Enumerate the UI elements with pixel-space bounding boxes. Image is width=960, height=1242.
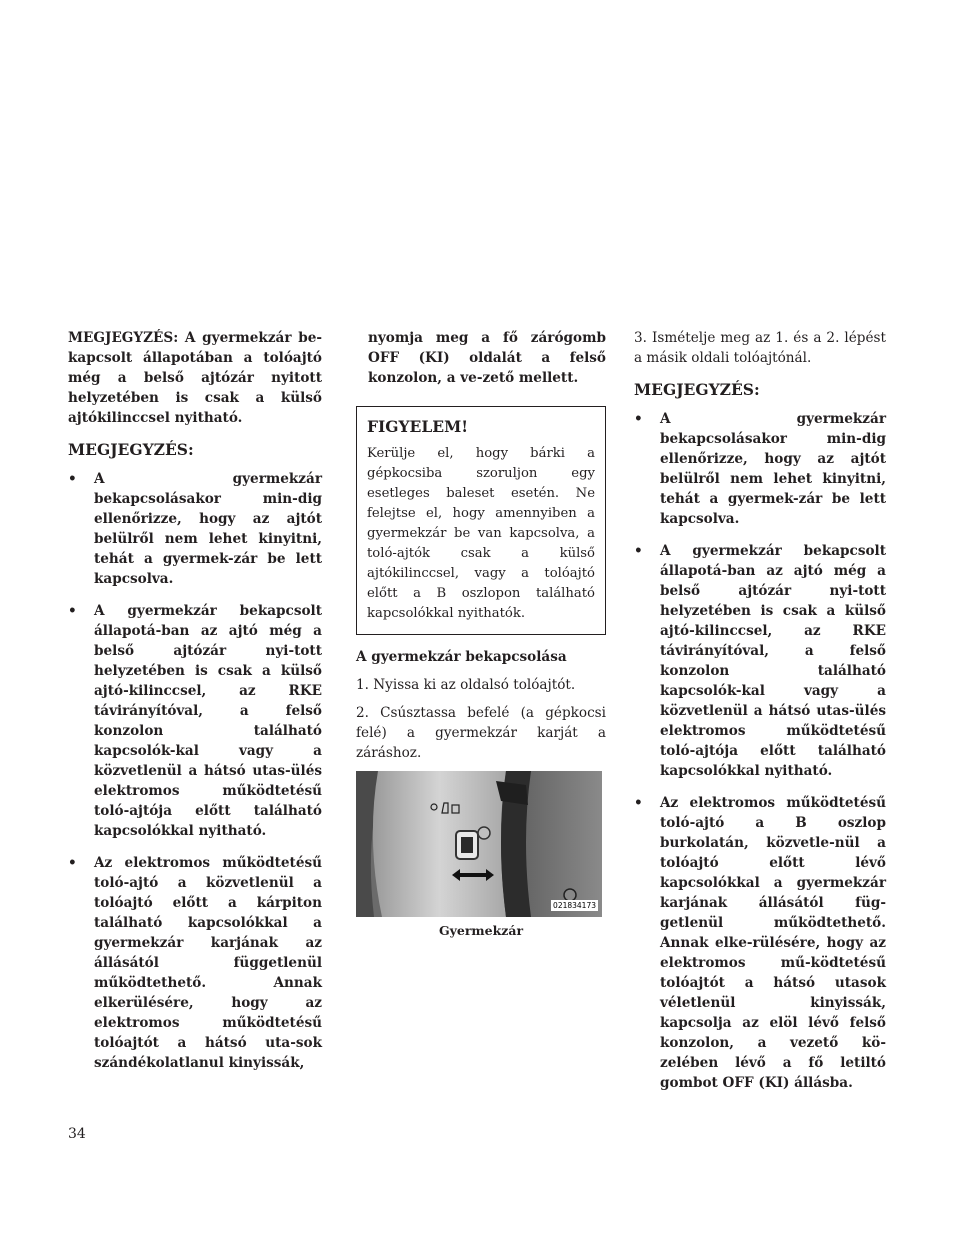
bullet-icon: • [68,855,77,871]
warning-title: FIGYELEM! [367,417,469,436]
note-heading: MEGJEGYZÉS: [634,380,760,399]
bullet-icon: • [68,471,77,487]
image-code: 021834173 [553,901,596,910]
bullet-icon: • [634,543,643,559]
list-item: • A gyermekzár bekapcsolt állapotá-ban az ajtó még a belső ajtózár nyi-tott helyzetében is csak a külső ajtó-kilinccsel, az RKE távirányítóval, a felső konzolon található kapcsolók-kal vagy a közvetlenül a hátsó utas-ülés elektromos működtetésű toló-ajtója előtt található kapcsolókkal nyitható. [634,543,886,779]
column-right [634,328,886,1105]
note-bullet-list [68,469,322,1073]
child-lock-figure [356,771,602,917]
list-item: • A gyermekzár bekapcsolásakor min-dig ellenőrizze, hogy az ajtót belülről nem lehet kinyitni, tehát a gyermek-zár be lett kapcsolva. [68,471,322,587]
column-middle [356,328,606,938]
column-left [68,328,322,1085]
note-heading: MEGJEGYZÉS: [68,440,194,459]
list-item: • A gyermekzár bekapcsolásakor min-dig ellenőrizze, hogy az ajtót belülről nem lehet kinyitni, tehát a gyermek-zár be lett kapcsolva. [634,411,886,527]
door-illustration [356,771,602,917]
bullet-icon: • [68,603,77,619]
bullet-icon: • [634,795,643,811]
list-item: • Az elektromos működtetésű toló-ajtó a közvetlenül a tolóajtó előtt a kárpiton található kapcsolókkal a gyermekzár karjának az állásától függetlenül működtethető. Annak elkerülésére, hogy az elektromos működtetésű tolóajtót a hátsó uta-sok szándékolatlanul kinyissák, [68,855,322,1071]
warning-text: Kerülje el, hogy bárki a gépkocsiba szoruljon egy esetleges baleset esetén. Ne felejtse el, hogy amennyiben a gyermekzár be van kapcsolva, a toló-ajtók csak a külső ajtókilinccsel, vagy a tolóajtó előtt a B oszlopon található kapcsolókkal nyithatók. [367,446,595,621]
list-item: • A gyermekzár bekapcsolt állapotá-ban az ajtó még a belső ajtózár nyi-tott helyzetében is csak a külső ajtó-kilinccsel, az RKE távirányítóval, a felső konzolon található kapcsolók-kal vagy a közvetlenül a hátsó utas-ülés elektromos működtetésű toló-ajtója előtt található kapcsolókkal nyitható. [68,603,322,839]
note-bullet-list [634,409,886,1093]
section-subheading: A gyermekzár bekapcsolása [356,649,567,665]
step-2: 2. Csúsztassa befelé (a gépkocsi felé) a gyermekzár karját a záráshoz. [356,705,606,761]
step-1: 1. Nyissa ki az oldalsó tolóajtót. [356,677,576,693]
step-3: 3. Ismételje meg az 1. és a 2. lépést a másik oldali tolóajtónál. [634,330,886,366]
page-number: 34 [68,1126,86,1142]
list-item: • Az elektromos működtetésű toló-ajtó a B oszlop burkolatán, közvetle-nül a tolóajtó előtt lévő kapcsolókkal a gyermekzár karjának állásától füg-getlenül működtethető. Annak elke-rülésére, hogy az elektromos mű-ködtetésű tolóajtót a hátsó utasok véletlenül kinyissák, kapcsolja az elöl lévő felső konzolon, a vezető kö-zelében lévő a fő letiltó gombot OFF (KI) állásba. [634,795,886,1091]
note-paragraph: MEGJEGYZÉS: A gyermekzár be-kapcsolt állapotában a tolóajtó még a belső ajtózár nyitott helyzetében is csak a külső ajtókilinccsel nyitható. [68,330,322,426]
bullet-continuation: nyomja meg a fő zárógomb OFF (KI) oldalát a felső konzolon, a ve-zető mellett. [368,330,606,386]
warning-box [356,406,606,635]
figure-caption: Gyermekzár [438,923,524,938]
bullet-icon: • [634,411,643,427]
